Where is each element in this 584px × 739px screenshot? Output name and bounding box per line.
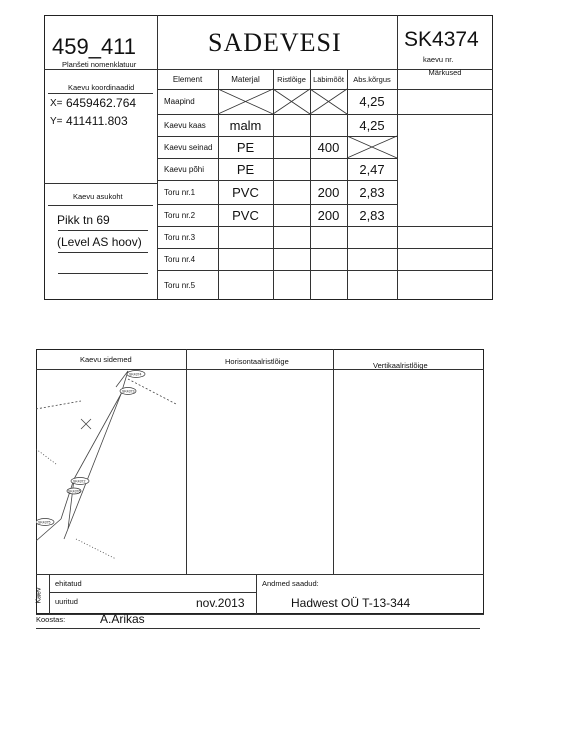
col-horizontal-section: Horisontaalristlõige: [225, 357, 289, 366]
row-element-label: Toru nr.1: [164, 187, 196, 197]
header-height: Abs.kõrgus: [353, 74, 391, 84]
col-vertical-section: Vertikaalristlõige: [373, 361, 428, 370]
location-line-2: (Level AS hoov): [57, 235, 142, 249]
well-caption: kaevu nr.: [423, 55, 454, 64]
sketch-label: SK4374: [129, 372, 142, 377]
row-element-label: Toru nr.2: [164, 210, 196, 220]
sketch-label: SK4375: [38, 520, 51, 525]
plan-caption: Planšeti nomenklatuur: [62, 60, 137, 69]
coords-heading: Kaevu koordinaadid: [68, 83, 135, 92]
crossed-cells: [0, 0, 584, 300]
side-label: Kaev: [35, 587, 43, 604]
built-label: ehitatud: [55, 579, 82, 588]
row-element-label: Kaevu põhi: [164, 164, 205, 174]
lower-col-line: [186, 349, 187, 574]
cell-height: 4,25: [359, 117, 385, 133]
cell-material: PVC: [232, 184, 259, 200]
cell-height: 2,83: [359, 207, 385, 223]
lower-col-line: [333, 349, 334, 574]
cell-diameter: 200: [317, 184, 340, 200]
header-section: Ristlõige: [277, 74, 306, 84]
header-diameter: Läbimõõt: [313, 74, 344, 84]
location-line-1: Pikk tn 69: [57, 213, 110, 227]
cell-material: PE: [236, 139, 255, 155]
cell-diameter: 400: [317, 139, 340, 155]
compiled-label: Koostas:: [36, 615, 66, 624]
connection-sketch: [36, 369, 186, 574]
cell-height: 2,47: [359, 161, 385, 177]
location-heading: Kaevu asukoht: [73, 192, 123, 201]
col-connections: Kaevu sidemed: [80, 355, 132, 364]
drawing-title: SADEVESI: [208, 28, 342, 57]
row-element-label: Kaevu seinad: [164, 142, 213, 152]
footer-side-line: [49, 574, 50, 614]
row-element-label: Toru nr.4: [164, 254, 196, 264]
sketch-label: SK4376: [68, 489, 81, 494]
row-element-label: Toru nr.3: [164, 232, 196, 242]
well-id: SK4374: [404, 28, 479, 51]
cell-diameter: 200: [317, 207, 340, 223]
survey-date: nov.2013: [196, 596, 245, 610]
row-element-label: Maapind: [164, 97, 195, 106]
row-element-label: Kaevu kaas: [164, 120, 206, 130]
lower-footer-line: [36, 574, 484, 575]
x-coordinate: 6459462.764: [66, 96, 137, 110]
surveyed-label: uuritud: [55, 597, 78, 606]
header-element: Element: [172, 74, 203, 84]
footer-mid-line: [256, 574, 257, 614]
plan-id: 459_411: [52, 34, 137, 59]
footer-row-line: [49, 592, 256, 593]
sketch-label: SK4373: [122, 389, 135, 394]
cell-material: PVC: [232, 207, 259, 223]
header-notes: Märkused: [428, 67, 462, 77]
cell-height: 2,83: [359, 184, 385, 200]
data-from-label: Andmed saadud:: [262, 579, 319, 588]
sketch-label: SK4372: [73, 479, 86, 484]
cell-material: malm: [229, 117, 262, 133]
header-material: Materjal: [231, 74, 260, 84]
cell-material: PE: [236, 161, 255, 177]
y-coordinate: 411411.803: [66, 114, 128, 128]
compiled-underline: [36, 628, 480, 629]
cell-height: 4,25: [359, 94, 385, 109]
y-label: Y=: [50, 116, 63, 127]
data-from-value: Hadwest OÜ T-13-344: [291, 596, 411, 610]
compiled-by: A.Arikas: [100, 612, 145, 626]
x-label: X=: [50, 98, 63, 109]
row-element-label: Toru nr.5: [164, 280, 196, 290]
